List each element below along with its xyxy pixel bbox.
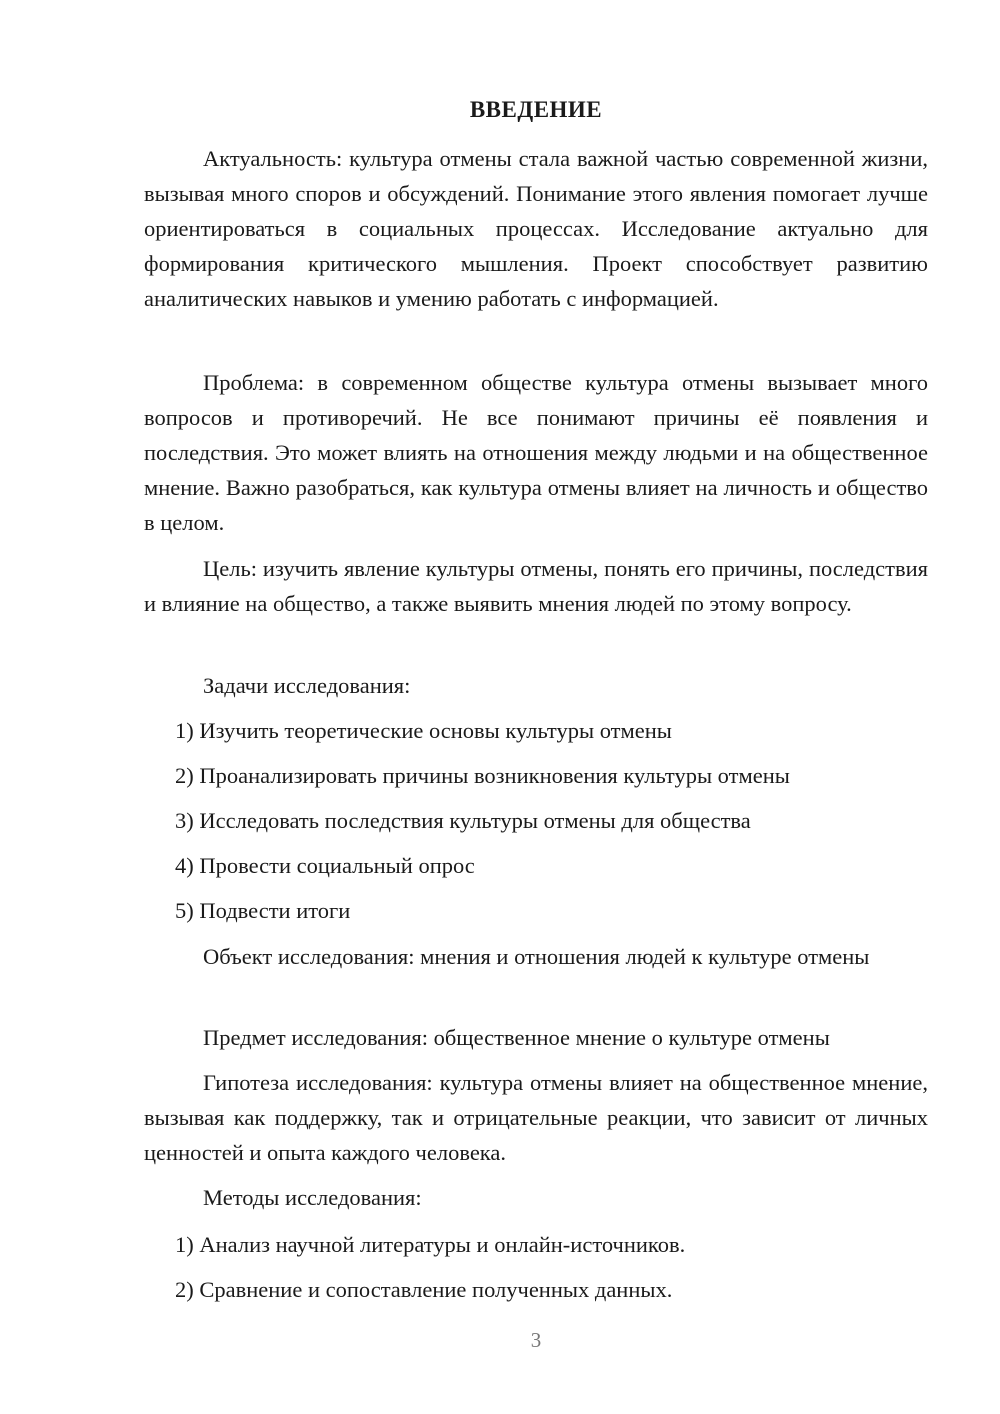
task-item-3-block <box>144 803 928 838</box>
page-number: 3 <box>530 1328 542 1352</box>
relevance-paragraph-block <box>144 141 928 316</box>
object-paragraph-block <box>144 939 928 974</box>
method-item-1-block <box>144 1227 928 1262</box>
methods-heading-block <box>144 1180 928 1215</box>
task-item-4-block <box>144 848 928 883</box>
methods-heading: Методы исследования: <box>203 1185 422 1210</box>
method-item: 2) Сравнение и сопоставление полученных данных. <box>175 1277 673 1302</box>
task-item: 3) Исследовать последствия культуры отмены для общества <box>175 808 751 833</box>
task-item-1-block <box>144 713 928 748</box>
object-paragraph: Объект исследования: мнения и отношения людей к культуре отмены <box>203 944 870 969</box>
task-item: 4) Провести социальный опрос <box>175 853 475 878</box>
task-item-2-block <box>144 758 928 793</box>
tasks-heading: Задачи исследования: <box>203 673 411 698</box>
method-item: 1) Анализ научной литературы и онлайн-источников. <box>175 1232 686 1257</box>
subject-paragraph: Предмет исследования: общественное мнение о культуре отмены <box>203 1025 830 1050</box>
hypothesis-paragraph-block <box>144 1065 928 1170</box>
problem-paragraph: Проблема: в современном обществе культура отмены вызывает много вопросов и противоречий. Не все понимают причины её появления и последствия. Это может влиять на отношения между людьми и на общественное мнение. Важно разобраться, как культура отмены влияет на личность и общество в целом. <box>144 370 928 535</box>
hypothesis-paragraph: Гипотеза исследования: культура отмены влияет на общественное мнение, вызывая как поддержку, так и отрицательные реакции, что зависит от личных ценностей и опыта каждого человека. <box>144 1070 928 1165</box>
task-item: 5) Подвести итоги <box>175 898 351 923</box>
problem-paragraph-block <box>144 365 928 540</box>
tasks-heading-block <box>144 668 928 703</box>
goal-paragraph: Цель: изучить явление культуры отмены, понять его причины, последствия и влияние на общество, а также выявить мнения людей по этому вопросу. <box>144 556 928 616</box>
task-item: 1) Изучить теоретические основы культуры отмены <box>175 718 672 743</box>
task-item: 2) Проанализировать причины возникновения культуры отмены <box>175 763 790 788</box>
subject-paragraph-block <box>144 1020 928 1055</box>
relevance-paragraph: Актуальность: культура отмены стала важной частью современной жизни, вызывая много споров и обсуждений. Понимание этого явления помогает лучше ориентироваться в социальных процессах. Исследование актуально для формирования критического мышления. Проект способствует развитию аналитических навыков и умению работать с информацией. <box>144 146 928 311</box>
task-item-5-block <box>144 893 928 928</box>
goal-paragraph-block <box>144 551 928 621</box>
method-item-2-block <box>144 1272 928 1307</box>
section-title: ВВЕДЕНИЕ <box>469 97 603 122</box>
